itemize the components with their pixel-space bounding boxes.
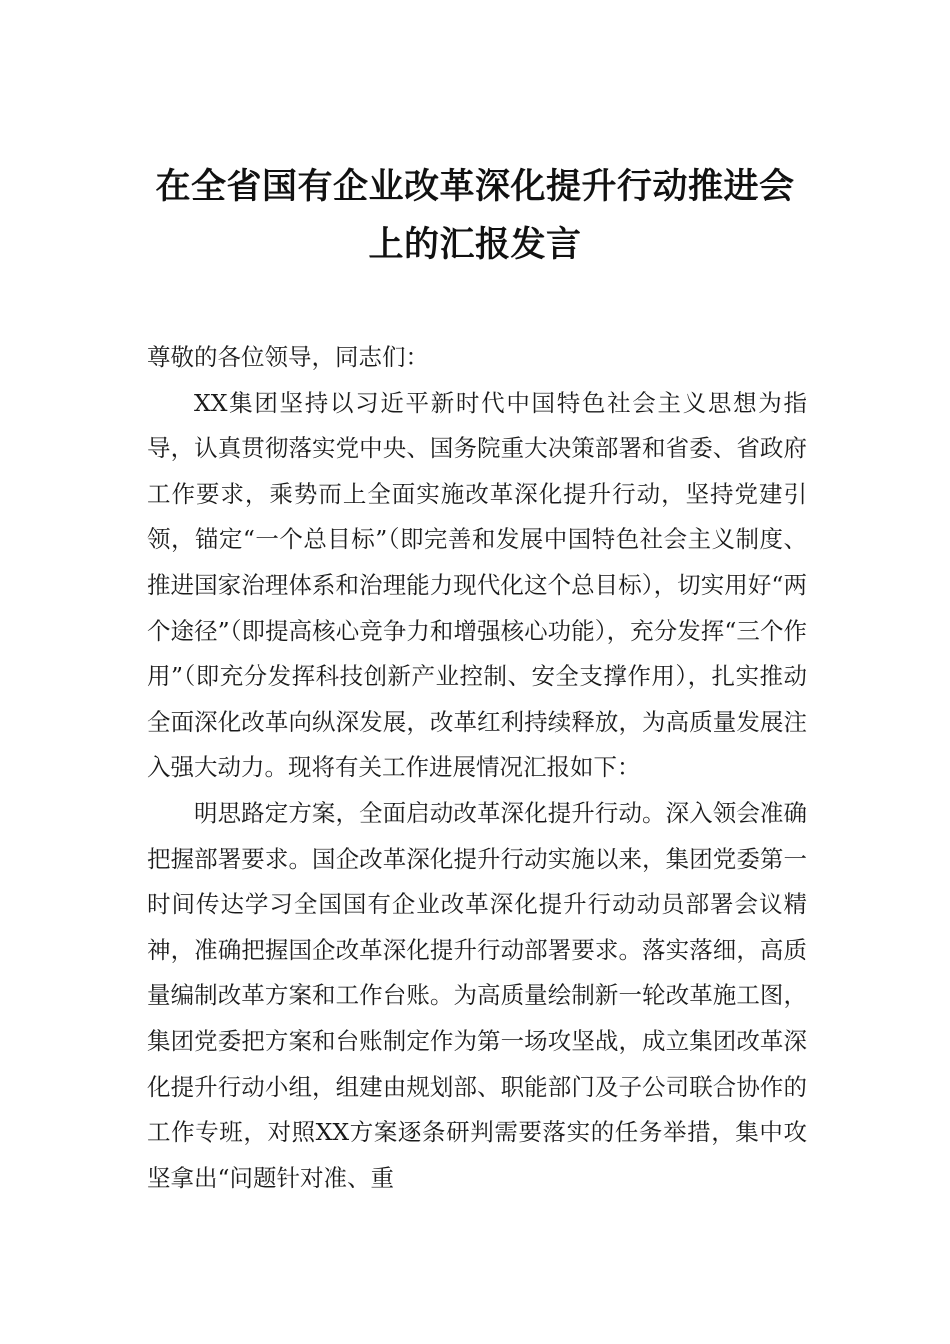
- document-title: 在全省国有企业改革深化提升行动推进会上的汇报发言: [155, 166, 795, 265]
- salutation: 尊敬的各位领导，同志们：: [147, 343, 429, 371]
- document-body: [147, 335, 807, 1201]
- paragraph-intro: XX集团坚持以习近平新时代中国特色社会主义思想为指导，认真贯彻落实党中央、国务院重大决策部署和省委、省政府工作要求，乘势而上全面实施改革深化提升行动，坚持党建引领，锚定“一个总目标”（即完善和发展中国特色社会主义制度、推进国家治理体系和治理能力现代化这个总目标），切实用好“两个途径”（即提高核心竞争力和增强核心功能），充分发挥“三个作用”（即充分发挥科技创新产业控制、安全支撑作用），扎实推动全面深化改革向纵深发展，改革红利持续释放，为高质量发展注入强大动力。现将有关工作进展情况汇报如下：: [147, 388, 807, 782]
- paragraph-plan: 明思路定方案，全面启动改革深化提升行动。深入领会准确把握部署要求。国企改革深化提升行动实施以来，集团党委第一时间传达学习全国国有企业改革深化提升行动动员部署会议精神，准确把握国企改革深化提升行动部署要求。落实落细，高质量编制改革方案和工作台账。为高质量绘制新一轮改革施工图，集团党委把方案和台账制定作为第一场攻坚战，成立集团改革深化提升行动小组，组建由规划部、职能部门及子公司联合协作的工作专班，对照XX方案逐条研判需要落实的任务举措，集中攻坚拿出“问题针对准、重: [147, 798, 807, 1192]
